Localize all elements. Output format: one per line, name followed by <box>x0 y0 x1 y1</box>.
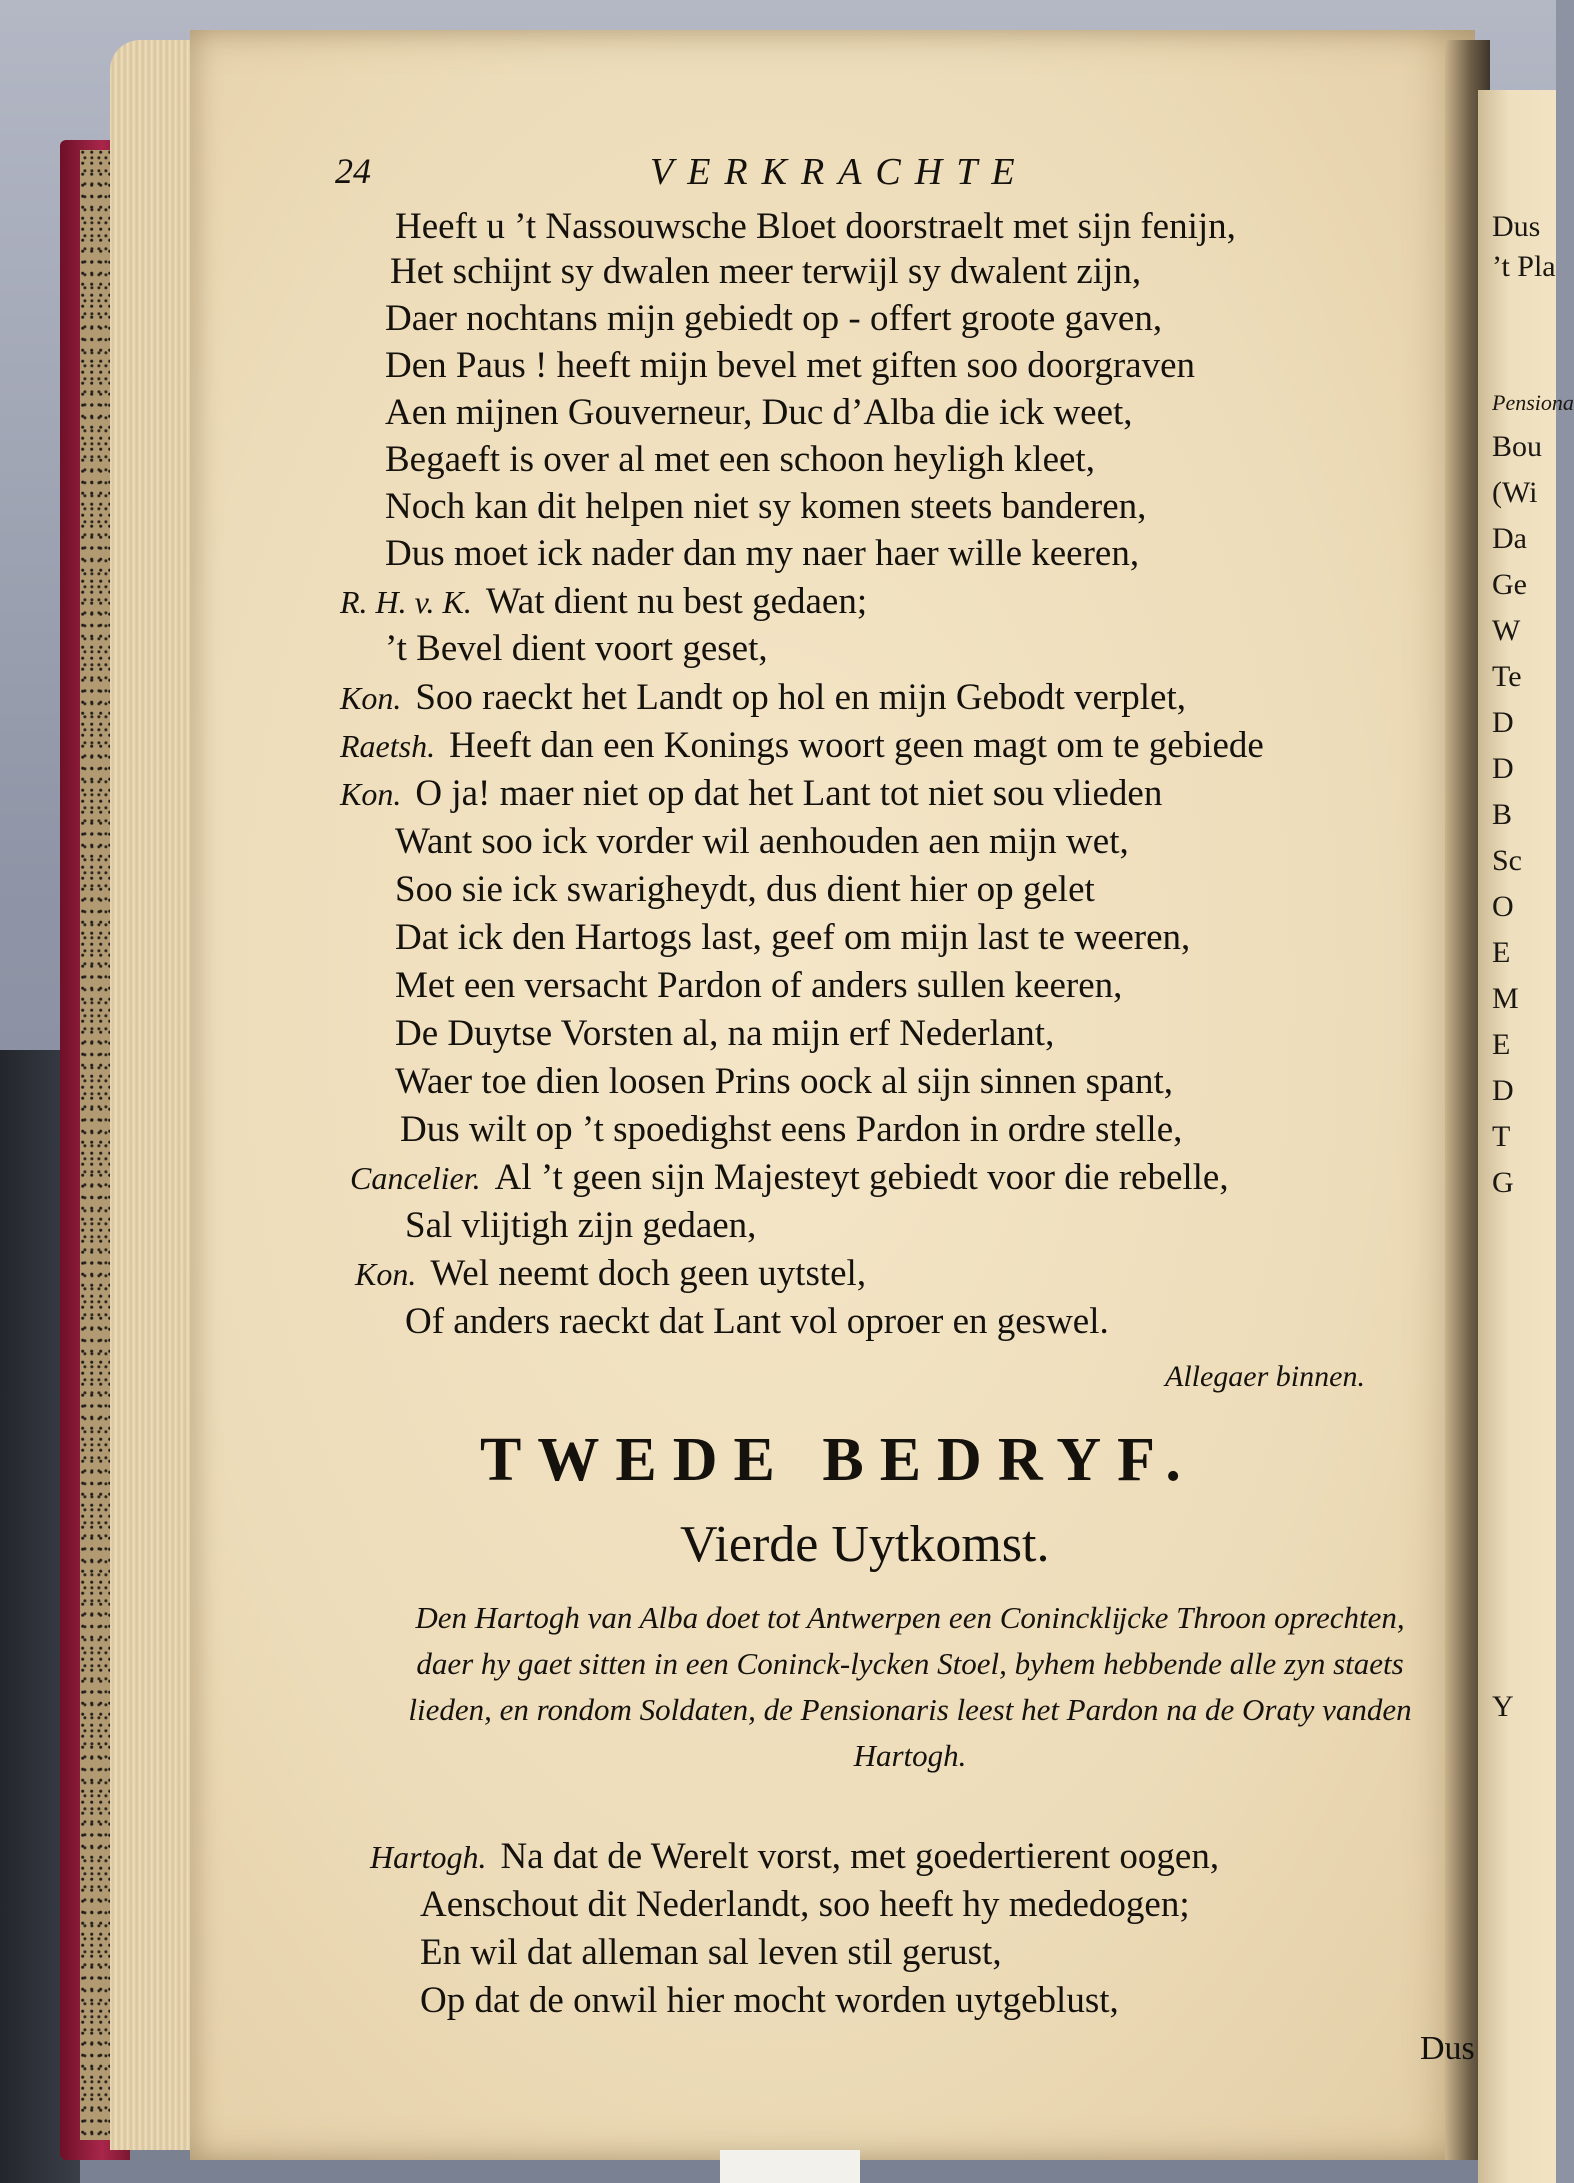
verse-text: Dus moet ick nader dan my naer haer wille keeren, <box>385 533 1140 574</box>
verse-text: Soo raeckt het Landt op hol en mijn Gebodt verplet, <box>415 677 1186 718</box>
verse-line <box>385 391 1133 435</box>
right-page-fragment: B <box>1492 798 1513 831</box>
verse-line <box>400 1108 1182 1152</box>
verse-line <box>340 580 867 624</box>
verse-text: Met een versacht Pardon of anders sullen keeren, <box>395 965 1123 1006</box>
act-title: TWEDE BEDRYF. <box>480 1426 1197 1494</box>
verse-line <box>340 676 1186 720</box>
right-page-fragment: W <box>1492 614 1521 647</box>
verse-line <box>395 820 1129 864</box>
right-page-fragment: Sc <box>1492 844 1522 877</box>
right-page-fragment: D <box>1492 752 1514 785</box>
verse-line <box>385 627 768 671</box>
verse-line <box>420 1979 1119 2023</box>
verse-text: Na dat de Werelt vorst, met goedertierent oogen, <box>500 1836 1220 1877</box>
verse-line <box>385 297 1162 341</box>
verse-line <box>390 250 1141 294</box>
stage-direction: Allegaer binnen. <box>1165 1360 1365 1393</box>
verse-text: Heeft dan een Konings woort geen magt om te gebiede <box>449 725 1264 766</box>
verse-text: Heeft u ’t Nassouwsche Bloet doorstraelt met sijn fenijn, <box>395 206 1236 247</box>
right-page-fragment: O <box>1492 890 1514 923</box>
verse-line <box>405 1204 756 1248</box>
right-page-fragment: Pensiona <box>1492 390 1574 415</box>
right-page-fragment: M <box>1492 982 1519 1015</box>
verse-line <box>340 772 1162 816</box>
verse-line <box>385 485 1146 529</box>
verse-line <box>385 438 1095 482</box>
page-number: 24 <box>335 151 371 191</box>
speaker-name: Kon. <box>355 1256 417 1292</box>
verse-text: Wel neemt doch geen uytstel, <box>430 1253 867 1294</box>
verse-line <box>395 868 1095 912</box>
verse-line <box>405 1300 1109 1344</box>
speaker-name: R. H. v. K. <box>340 584 472 620</box>
running-head <box>335 150 1445 206</box>
verse-text: Daer nochtans mijn gebiedt op - offert groote gaven, <box>385 298 1163 339</box>
speaker-name: Cancelier. <box>350 1160 481 1196</box>
right-page-fragment: Y <box>1492 1690 1514 1723</box>
verse-text: Dus wilt op ’t spoedighst eens Pardon in ordre stelle, <box>400 1109 1183 1150</box>
verse-text: De Duytse Vorsten al, na mijn erf Nederlant, <box>395 1013 1055 1054</box>
verse-line <box>395 916 1190 960</box>
verse-text: Waer toe dien loosen Prins oock al sijn sinnen spant, <box>395 1061 1173 1102</box>
right-page-fragment: D <box>1492 1074 1514 1107</box>
catchword: Dus <box>1420 2030 1475 2067</box>
verse-line <box>385 344 1195 388</box>
verse-line <box>420 1931 1002 1975</box>
speaker-name: Kon. <box>340 776 402 812</box>
verse-text: Soo sie ick swarigheydt, dus dient hier op gelet <box>395 869 1095 910</box>
verse-line <box>385 532 1139 576</box>
verse-text: Op dat de onwil hier mocht worden uytgeblust, <box>420 1980 1119 2021</box>
verse-text: Noch kan dit helpen niet sy komen steets banderen, <box>385 486 1147 527</box>
verse-text: Dat ick den Hartogs last, geef om mijn last te weeren, <box>395 917 1191 958</box>
right-page-fragment: Ge <box>1492 568 1527 601</box>
verse-line <box>395 964 1122 1008</box>
verse-line <box>420 1883 1190 1927</box>
speaker-name: Hartogh. <box>370 1839 487 1875</box>
verse-text: Want soo ick vorder wil aenhouden aen mijn wet, <box>395 821 1129 862</box>
right-page-fragment: D <box>1492 706 1514 739</box>
verse-text: Wat dient nu best gedaen; <box>485 581 868 622</box>
verse-text: O ja! maer niet op dat het Lant tot niet sou vlieden <box>415 773 1163 814</box>
verse-text: Aen mijnen Gouverneur, Duc d’Alba die ick weet, <box>385 392 1133 433</box>
verse-text: ’t Bevel dient voort geset, <box>385 628 768 669</box>
right-page <box>1478 90 1574 2183</box>
verse-line <box>340 724 1264 768</box>
verse-text: Begaeft is over al met een schoon heyligh kleet, <box>385 439 1095 480</box>
scene-title: Vierde Uytkomst. <box>680 1516 1050 1573</box>
white-label <box>720 2150 860 2183</box>
verse-text: Aenschout dit Nederlandt, soo heeft hy mededogen; <box>420 1884 1190 1925</box>
right-page-fragment: Dus <box>1492 210 1541 243</box>
verse-text: Of anders raeckt dat Lant vol oproer en geswel. <box>405 1301 1109 1342</box>
speaker-name: Raetsh. <box>340 728 436 764</box>
right-page-fragment: E <box>1492 1028 1511 1061</box>
verse-line <box>395 1060 1173 1104</box>
right-page-fragment: Bou <box>1492 430 1543 463</box>
verse-text: Sal vlijtigh zijn gedaen, <box>405 1205 757 1246</box>
right-page-fragment: E <box>1492 936 1511 969</box>
verse-text: Het schijnt sy dwalen meer terwijl sy dwalent zijn, <box>390 251 1142 292</box>
right-page-fragment: Te <box>1492 660 1522 693</box>
verse-line <box>370 1835 1219 1879</box>
right-page-fragment: T <box>1492 1120 1511 1153</box>
right-page-fragment: (Wi <box>1492 476 1538 509</box>
verse-text: En wil dat alleman sal leven stil gerust, <box>420 1932 1002 1973</box>
verse-text: Den Paus ! heeft mijn bevel met giften soo doorgraven <box>385 345 1196 386</box>
verse-line <box>395 205 1236 249</box>
right-page-fragment: G <box>1492 1166 1514 1199</box>
speaker-name: Kon. <box>340 680 402 716</box>
right-page-fragment: ’t Pla <box>1492 250 1556 283</box>
running-title: VERKRACHTE <box>650 151 1029 193</box>
scene-description: Den Hartogh van Alba doet tot Antwerpen een Conincklĳcke Throon oprechten, daer hy gaet sitten in een Coninck-lycken Stoel, byhem hebbende alle zyn staets lieden, en rondom Soldaten, de Pensionaris leest het Pardon na de Oraty vanden Hartogh. <box>408 1600 1412 1773</box>
verse-line <box>395 1012 1054 1056</box>
right-page-fragment: Da <box>1492 522 1527 555</box>
verse-line <box>350 1156 1229 1200</box>
verse-text: Al ’t geen sijn Majesteyt gebiedt voor die rebelle, <box>494 1157 1229 1198</box>
verse-line <box>355 1252 866 1296</box>
